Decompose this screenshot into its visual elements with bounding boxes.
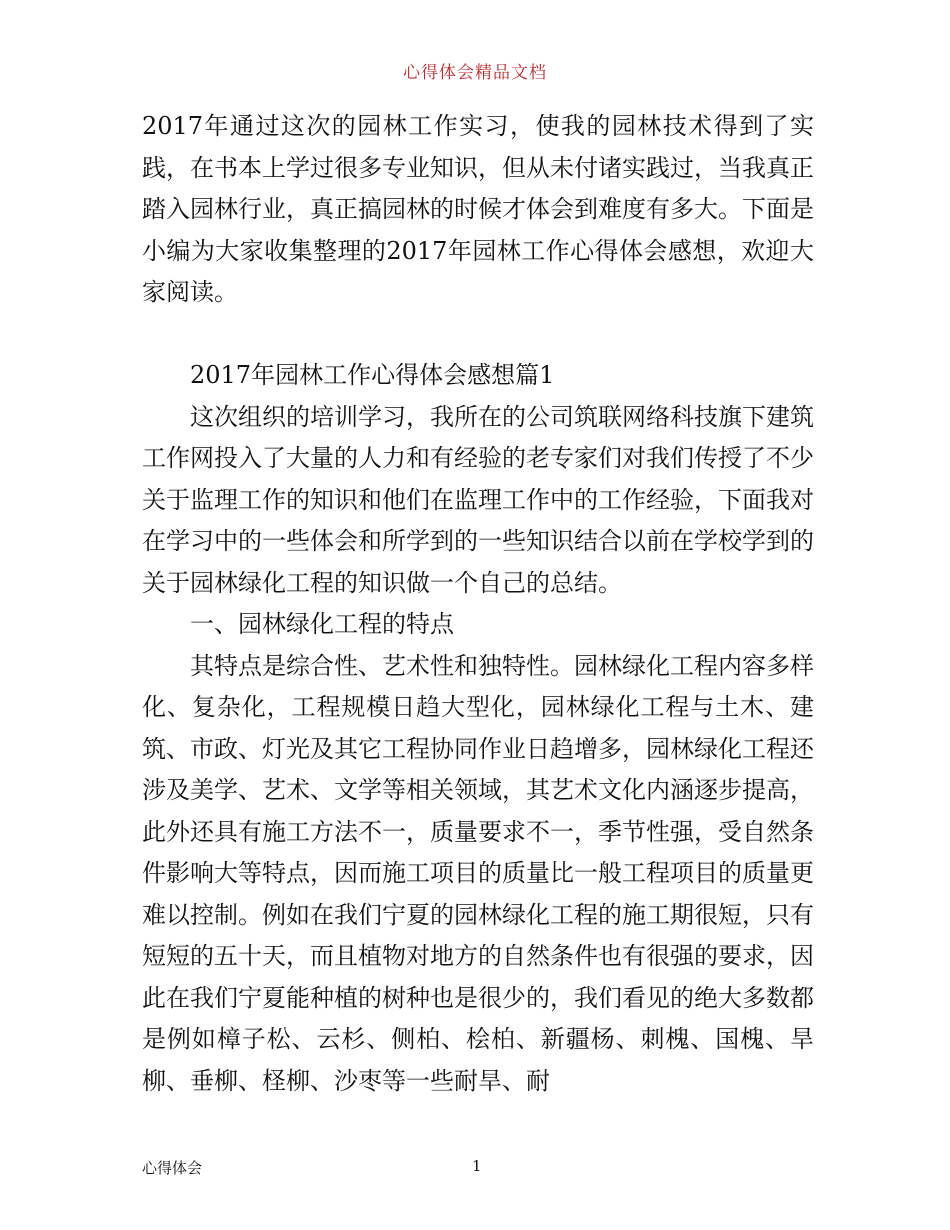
section-title: 2017年园林工作心得体会感想篇1 [190, 361, 555, 389]
body-paragraph-1: 这次组织的培训学习，我所在的公司筑联网络科技旗下建筑工作网投入了大量的人力和有经验的老专家们对我们传授了不少关于监理工作的知识和他们在监理工作中的工作经验，下面我对在学习中的一些体会和所学到的一些知识结合以前在学校学到的关于园林绿化工程的知识做一个自己的总结。 [142, 402, 814, 597]
page-number: 1 [472, 1157, 482, 1175]
intro-paragraph: 2017年通过这次的园林工作实习，使我的园林技术得到了实践，在书本上学过很多专业知识，但从未付诸实践过，当我真正踏入园林行业，真正搞园林的时候才体会到难度有多大。下面是小编为大家收集整理的2017年园林工作心得体会感想，欢迎大家阅读。 [142, 112, 814, 306]
section-heading-1: 一、园林绿化工程的特点 [190, 610, 454, 638]
page-header-title: 心得体会精品文档 [403, 63, 547, 83]
footer-label: 心得体会 [142, 1159, 203, 1177]
page-footer [142, 1157, 814, 1179]
body-paragraph-2: 其特点是综合性、艺术性和独特性。园林绿化工程内容多样化、复杂化，工程规模日趋大型化，园林绿化工程与土木、建筑、市政、灯光及其它工程协同作业日趋增多，园林绿化工程还涉及美学、艺术、文学等相关领域，其艺术文化内涵逐步提高，此外还具有施工方法不一，质量要求不一，季节性强，受自然条件影响大等特点，因而施工项目的质量比一般工程项目的质量更难以控制。例如在我们宁夏的园林绿化工程的施工期很短，只有短短的五十天，而且植物对地方的自然条件也有很强的要求，因此在我们宁夏能种植的树种也是很少的，我们看见的绝大多数都是例如樟子松、云杉、侧柏、桧柏、新疆杨、刺槐、国槐、旱柳、垂柳、柽柳、沙枣等一些耐旱、耐 [142, 651, 814, 1095]
paragraph-spacer [142, 314, 814, 356]
document-body [142, 106, 814, 1102]
